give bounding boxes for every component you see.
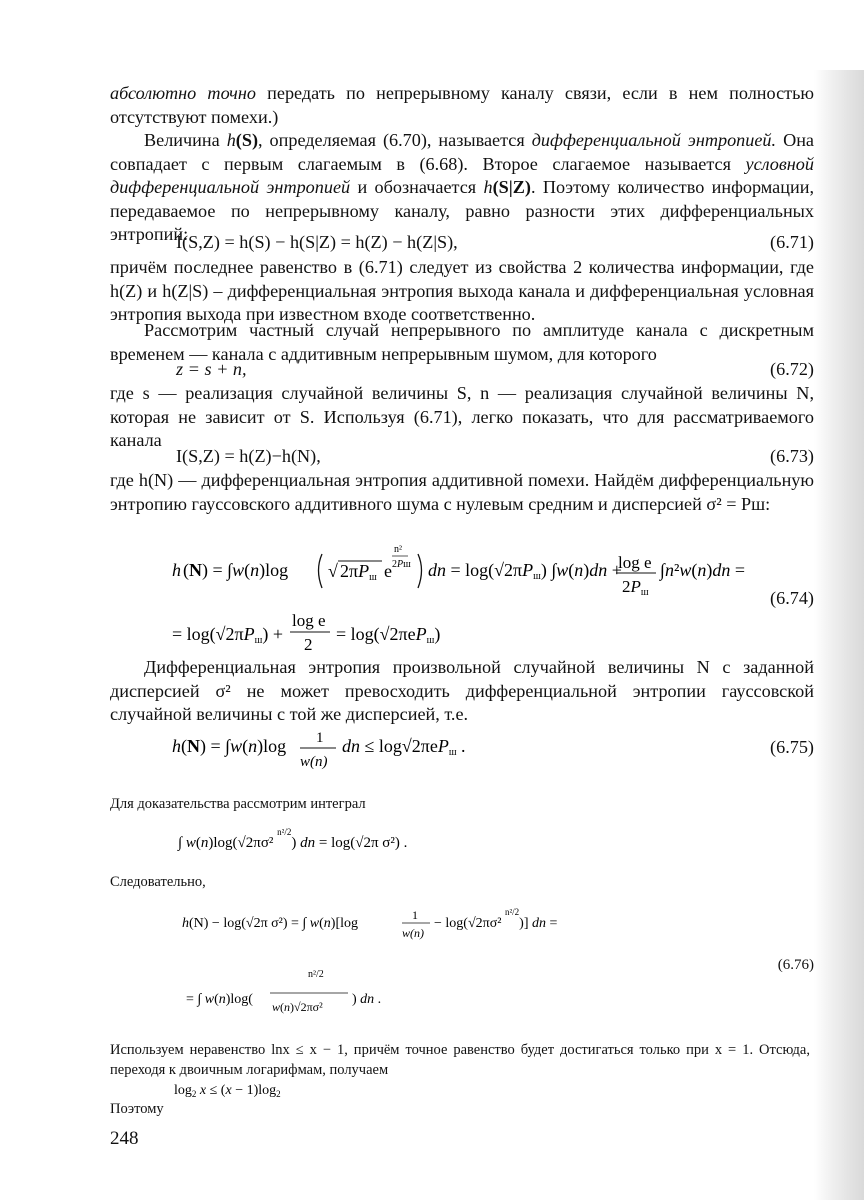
- svg-text:log2 x ≤ (x − 1)log2: $\log_2 x \le (x - 1)\log_2$: [174, 1083, 281, 1099]
- svg-text:(N) = ∫w(n)log: (N) = ∫w(n)log: [183, 560, 289, 580]
- svg-text:= ∫ w(n)log(: = ∫ w(n)log(: [186, 992, 253, 1007]
- svg-text:w(n): w(n): [300, 754, 328, 770]
- page-number: 248: [110, 1128, 139, 1149]
- svg-text:dn = log(√2πPш) ∫w(n)dn +: dn = log(√2πPш) ∫w(n)dn +: [428, 560, 622, 582]
- svg-text:∫ w(n)log(√2πσ² n²/2) dn = lo: ∫ w(n)log(√2πσ² $^{n^2/2}$) dn = log(√2π σ²) .: [178, 827, 408, 851]
- svg-text:w(n): w(n): [402, 926, 424, 940]
- svg-text:2: 2: [304, 635, 313, 654]
- formula-6-74: [170, 540, 770, 660]
- svg-text:1: 1: [412, 908, 418, 922]
- svg-text:∫n²w(n)dn =: ∫n²w(n)dn =: [660, 560, 746, 580]
- formula-integral: [176, 815, 476, 865]
- svg-text:dn ≤ log√2πePш .: dn ≤ log√2πePш .: [342, 736, 466, 758]
- paragraph-7: Дифференциальная энтропия произвольной случайной величины N с заданной дисперсией σ² не может превосходить дифференциальной энтропии гауссовской случайной величины с той же дисперсией, т.е.: [110, 657, 814, 724]
- svg-text:log e: log e: [618, 553, 652, 572]
- svg-text:log e: log e: [292, 611, 326, 630]
- small-paragraph-2: Следовательно,: [110, 874, 206, 890]
- svg-text:h: h: [172, 560, 181, 580]
- equation-number-6-71: (6.71): [770, 232, 814, 252]
- paragraph-6: где h(N) — дифференциальная энтропия аддитивной помехи. Найдём дифференциальную энтропию гауссовского аддитивного шума с нулевым средним и дисперсией σ² = Pш:: [110, 470, 814, 514]
- svg-text:2πPш: 2πPш: [340, 561, 377, 583]
- small-paragraph-4: Поэтому: [110, 1101, 164, 1117]
- svg-text:1: 1: [316, 730, 324, 746]
- equation-number-6-74: (6.74): [770, 588, 814, 608]
- paragraph-3: причём последнее равенство в (6.71) следует из свойства 2 количества информации, где h(Z) и h(Z|S) – дифференциальная энтропия выхода канала и дифференциальная условная энтропия выхода при известном входе соответственно.: [110, 257, 814, 324]
- formula-6-75: [170, 724, 510, 774]
- svg-text:n²: n²: [394, 544, 402, 555]
- svg-text:− log(√2πσ² n²/2)] dn =: − log(√2πσ² $^{n^2/2}$)] dn =: [434, 907, 558, 931]
- svg-text:e: e: [384, 561, 392, 581]
- equation-6-72: z = s + n,: [176, 359, 247, 379]
- equation-number-6-75: (6.75): [770, 737, 814, 757]
- scan-shadow-edge: [814, 70, 864, 1200]
- svg-text:) dn .: ) dn .: [352, 992, 382, 1007]
- svg-text:= log(√2πPш) +: = log(√2πPш) +: [172, 624, 283, 646]
- equation-number-6-76: (6.76): [777, 957, 814, 973]
- svg-text:= log(√2πePш): = log(√2πePш): [336, 624, 441, 646]
- svg-text:w(n)√2πσ²: w(n)√2πσ²: [272, 1000, 323, 1014]
- formula-6-76: [180, 895, 620, 1035]
- svg-text:2Pш: 2Pш: [622, 577, 649, 598]
- svg-text:√: √: [328, 561, 338, 581]
- paragraph-2: Величина h(S), определяемая (6.70), называется дифференциальной энтропией. Она совпадает с первым слагаемым в (6.68). Второе слагаемое называется условной дифференциальной энтропией и обозначается h(S|Z). Поэтому количество информации, передаваемое по непрерывному каналу, равно разности этих дифференциальных энтропий:: [110, 130, 815, 244]
- svg-text:2Pш: 2Pш: [392, 559, 411, 570]
- paragraph-4: Рассмотрим частный случай непрерывного по амплитуде канала с дискретным временем — канала с аддитивным непрерывным шумом, для которого: [110, 320, 814, 364]
- small-paragraph-1: Для доказательства рассмотрим интеграл: [110, 796, 366, 812]
- paragraph-1: абсолютно точно передать по непрерывному каналу связи, если в нем полностью отсутствуют помехи.): [110, 83, 814, 127]
- svg-text:h(N) = ∫w(n)log: h(N) = ∫w(n)log: [172, 736, 287, 756]
- equation-number-6-73: (6.73): [770, 446, 814, 466]
- small-paragraph-3: Используем неравенство lnx ≤ x − 1, причём точное равенство будет достигаться только при x = 1. Отсюда, переходя к двоичным логарифмам, получаем: [110, 1042, 810, 1078]
- equation-6-71: I(S,Z) = h(S) − h(S|Z) = h(Z) − h(Z|S),: [176, 232, 458, 252]
- equation-number-6-72: (6.72): [770, 359, 814, 379]
- paragraph-5: где s — реализация случайной величины S, n — реализация случайной величины N, которая не зависит от S. Используя (6.71), легко показать, что для рассматриваемого канала: [110, 383, 814, 450]
- svg-text:h(N) − log(√2π σ²) = ∫ w(n)[l: h(N) − log(√2π σ²) = ∫ w(n)[log: [182, 916, 359, 931]
- svg-text:n²/2: n²/2: [308, 969, 324, 980]
- equation-6-73: I(S,Z) = h(Z)−h(N),: [176, 446, 321, 466]
- formula-log2-inequality: [172, 1078, 352, 1100]
